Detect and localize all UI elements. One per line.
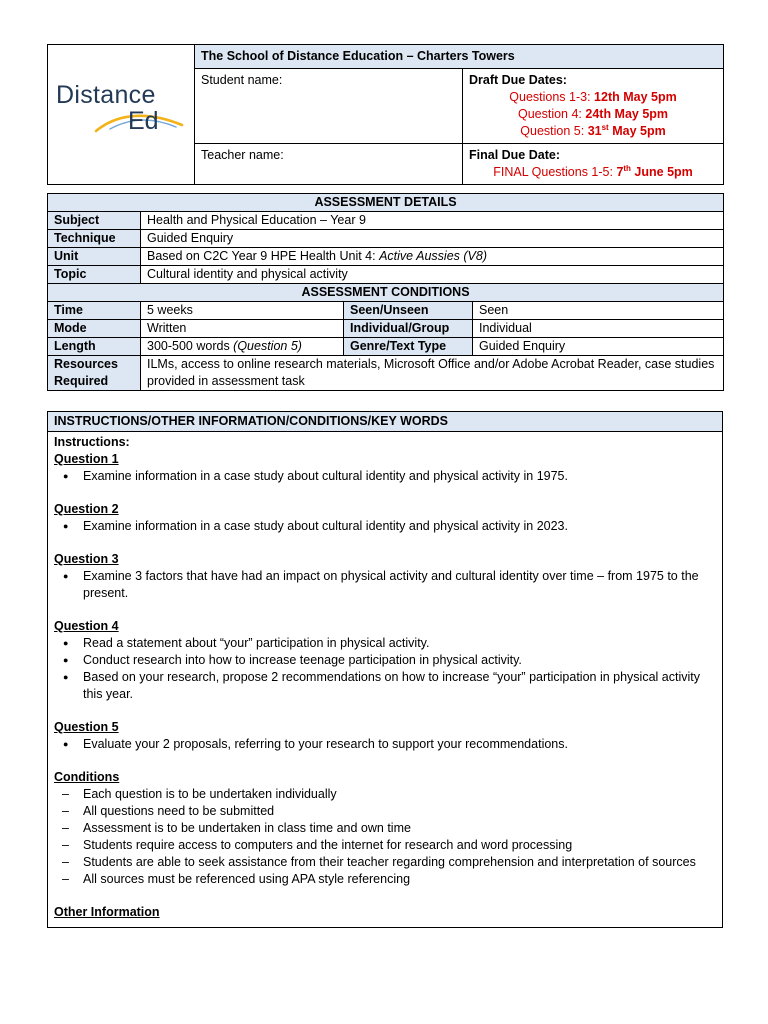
- list-item: – All sources must be referenced using APA style referencing: [54, 871, 716, 888]
- seen-label: Seen/Unseen: [344, 302, 473, 320]
- length-value: 300-500 words (Question 5): [141, 338, 344, 356]
- draft-q5: Question 5: 31st May 5pm: [520, 122, 666, 138]
- question-5-list: [54, 736, 716, 753]
- genre-label: Genre/Text Type: [344, 338, 473, 356]
- time-value: 5 weeks: [141, 302, 344, 320]
- logo-swoosh-icon: [56, 105, 186, 135]
- conditions-title: Conditions: [54, 770, 120, 784]
- mode-label: Mode: [48, 320, 141, 338]
- resources-label: Resources Required: [48, 356, 141, 391]
- question-3-title: Question 3: [54, 552, 119, 566]
- technique-value: Guided Enquiry: [141, 230, 724, 248]
- teacher-name-label: Teacher name:: [201, 148, 284, 162]
- draft-due-dates: [463, 69, 724, 144]
- question-1-list: [54, 468, 716, 485]
- resources-value: ILMs, access to online research materials, Microsoft Office and/or Adobe Acrobat Reader, case studies provided in assessment task: [141, 356, 724, 391]
- list-item: ● Based on your research, propose 2 recommendations on how to increase “your” participation in physical activity this year.: [54, 669, 716, 703]
- distance-ed-logo: [56, 80, 186, 145]
- length-label: Length: [48, 338, 141, 356]
- list-item: – Assessment is to be undertaken in class time and own time: [54, 820, 716, 837]
- individual-group-value: Individual: [473, 320, 724, 338]
- instructions-intro: Instructions:: [54, 435, 130, 449]
- assessment-details-title: ASSESSMENT DETAILS: [48, 194, 724, 212]
- time-label: Time: [48, 302, 141, 320]
- list-item: ● Examine 3 factors that have had an impact on physical activity and cultural identity over time – from 1975 to the present.: [54, 568, 716, 602]
- instructions-header: INSTRUCTIONS/OTHER INFORMATION/CONDITIONS/KEY WORDS: [48, 412, 723, 432]
- draft-due-label: Draft Due Dates:: [469, 73, 567, 87]
- subject-label: Subject: [48, 212, 141, 230]
- question-2-list: [54, 518, 716, 535]
- list-item: – Students require access to computers and the internet for research and word processing: [54, 837, 716, 854]
- list-item: – All questions need to be submitted: [54, 803, 716, 820]
- list-item: ● Read a statement about “your” participation in physical activity.: [54, 635, 716, 652]
- final-due-date: [463, 144, 724, 185]
- final-due-value: FINAL Questions 1-5: 7th June 5pm: [493, 163, 693, 179]
- instructions-body: [48, 432, 723, 928]
- assessment-details-table: [47, 193, 724, 391]
- student-name-field[interactable]: [195, 69, 463, 144]
- assessment-conditions-title: ASSESSMENT CONDITIONS: [48, 284, 724, 302]
- unit-value: Based on C2C Year 9 HPE Health Unit 4: Active Aussies (V8): [141, 248, 724, 266]
- genre-value: Guided Enquiry: [473, 338, 724, 356]
- question-4-title: Question 4: [54, 619, 119, 633]
- question-4-list: [54, 635, 716, 703]
- question-2-title: Question 2: [54, 502, 119, 516]
- header-table: [47, 44, 724, 185]
- technique-label: Technique: [48, 230, 141, 248]
- mode-value: Written: [141, 320, 344, 338]
- school-title: The School of Distance Education – Charters Towers: [195, 45, 724, 69]
- conditions-list: [54, 786, 716, 888]
- question-3-list: [54, 568, 716, 602]
- instructions-table: [47, 411, 723, 928]
- topic-value: Cultural identity and physical activity: [141, 266, 724, 284]
- teacher-name-field[interactable]: [195, 144, 463, 185]
- logo-word-distance: Distance: [56, 80, 156, 109]
- list-item: ● Examine information in a case study about cultural identity and physical activity in 1975.: [54, 468, 716, 485]
- final-due-label: Final Due Date:: [469, 148, 560, 162]
- logo-cell: [48, 45, 195, 185]
- other-information-title: Other Information: [54, 905, 160, 919]
- individual-group-label: Individual/Group: [344, 320, 473, 338]
- seen-value: Seen: [473, 302, 724, 320]
- list-item: ● Evaluate your 2 proposals, referring to your research to support your recommendations.: [54, 736, 716, 753]
- logo-word-ed: Ed: [128, 106, 159, 135]
- list-item: ● Examine information in a case study about cultural identity and physical activity in 2023.: [54, 518, 716, 535]
- list-item: – Each question is to be undertaken individually: [54, 786, 716, 803]
- topic-label: Topic: [48, 266, 141, 284]
- subject-value: Health and Physical Education – Year 9: [141, 212, 724, 230]
- draft-q4: Question 4: 24th May 5pm: [517, 107, 669, 121]
- question-1-title: Question 1: [54, 452, 119, 466]
- draft-q1-3: Questions 1-3: 12th May 5pm: [509, 90, 677, 104]
- student-name-label: Student name:: [201, 73, 283, 87]
- list-item: ● Conduct research into how to increase teenage participation in physical activity.: [54, 652, 716, 669]
- unit-label: Unit: [48, 248, 141, 266]
- question-5-title: Question 5: [54, 720, 119, 734]
- list-item: – Students are able to seek assistance from their teacher regarding comprehension and interpretation of sources: [54, 854, 716, 871]
